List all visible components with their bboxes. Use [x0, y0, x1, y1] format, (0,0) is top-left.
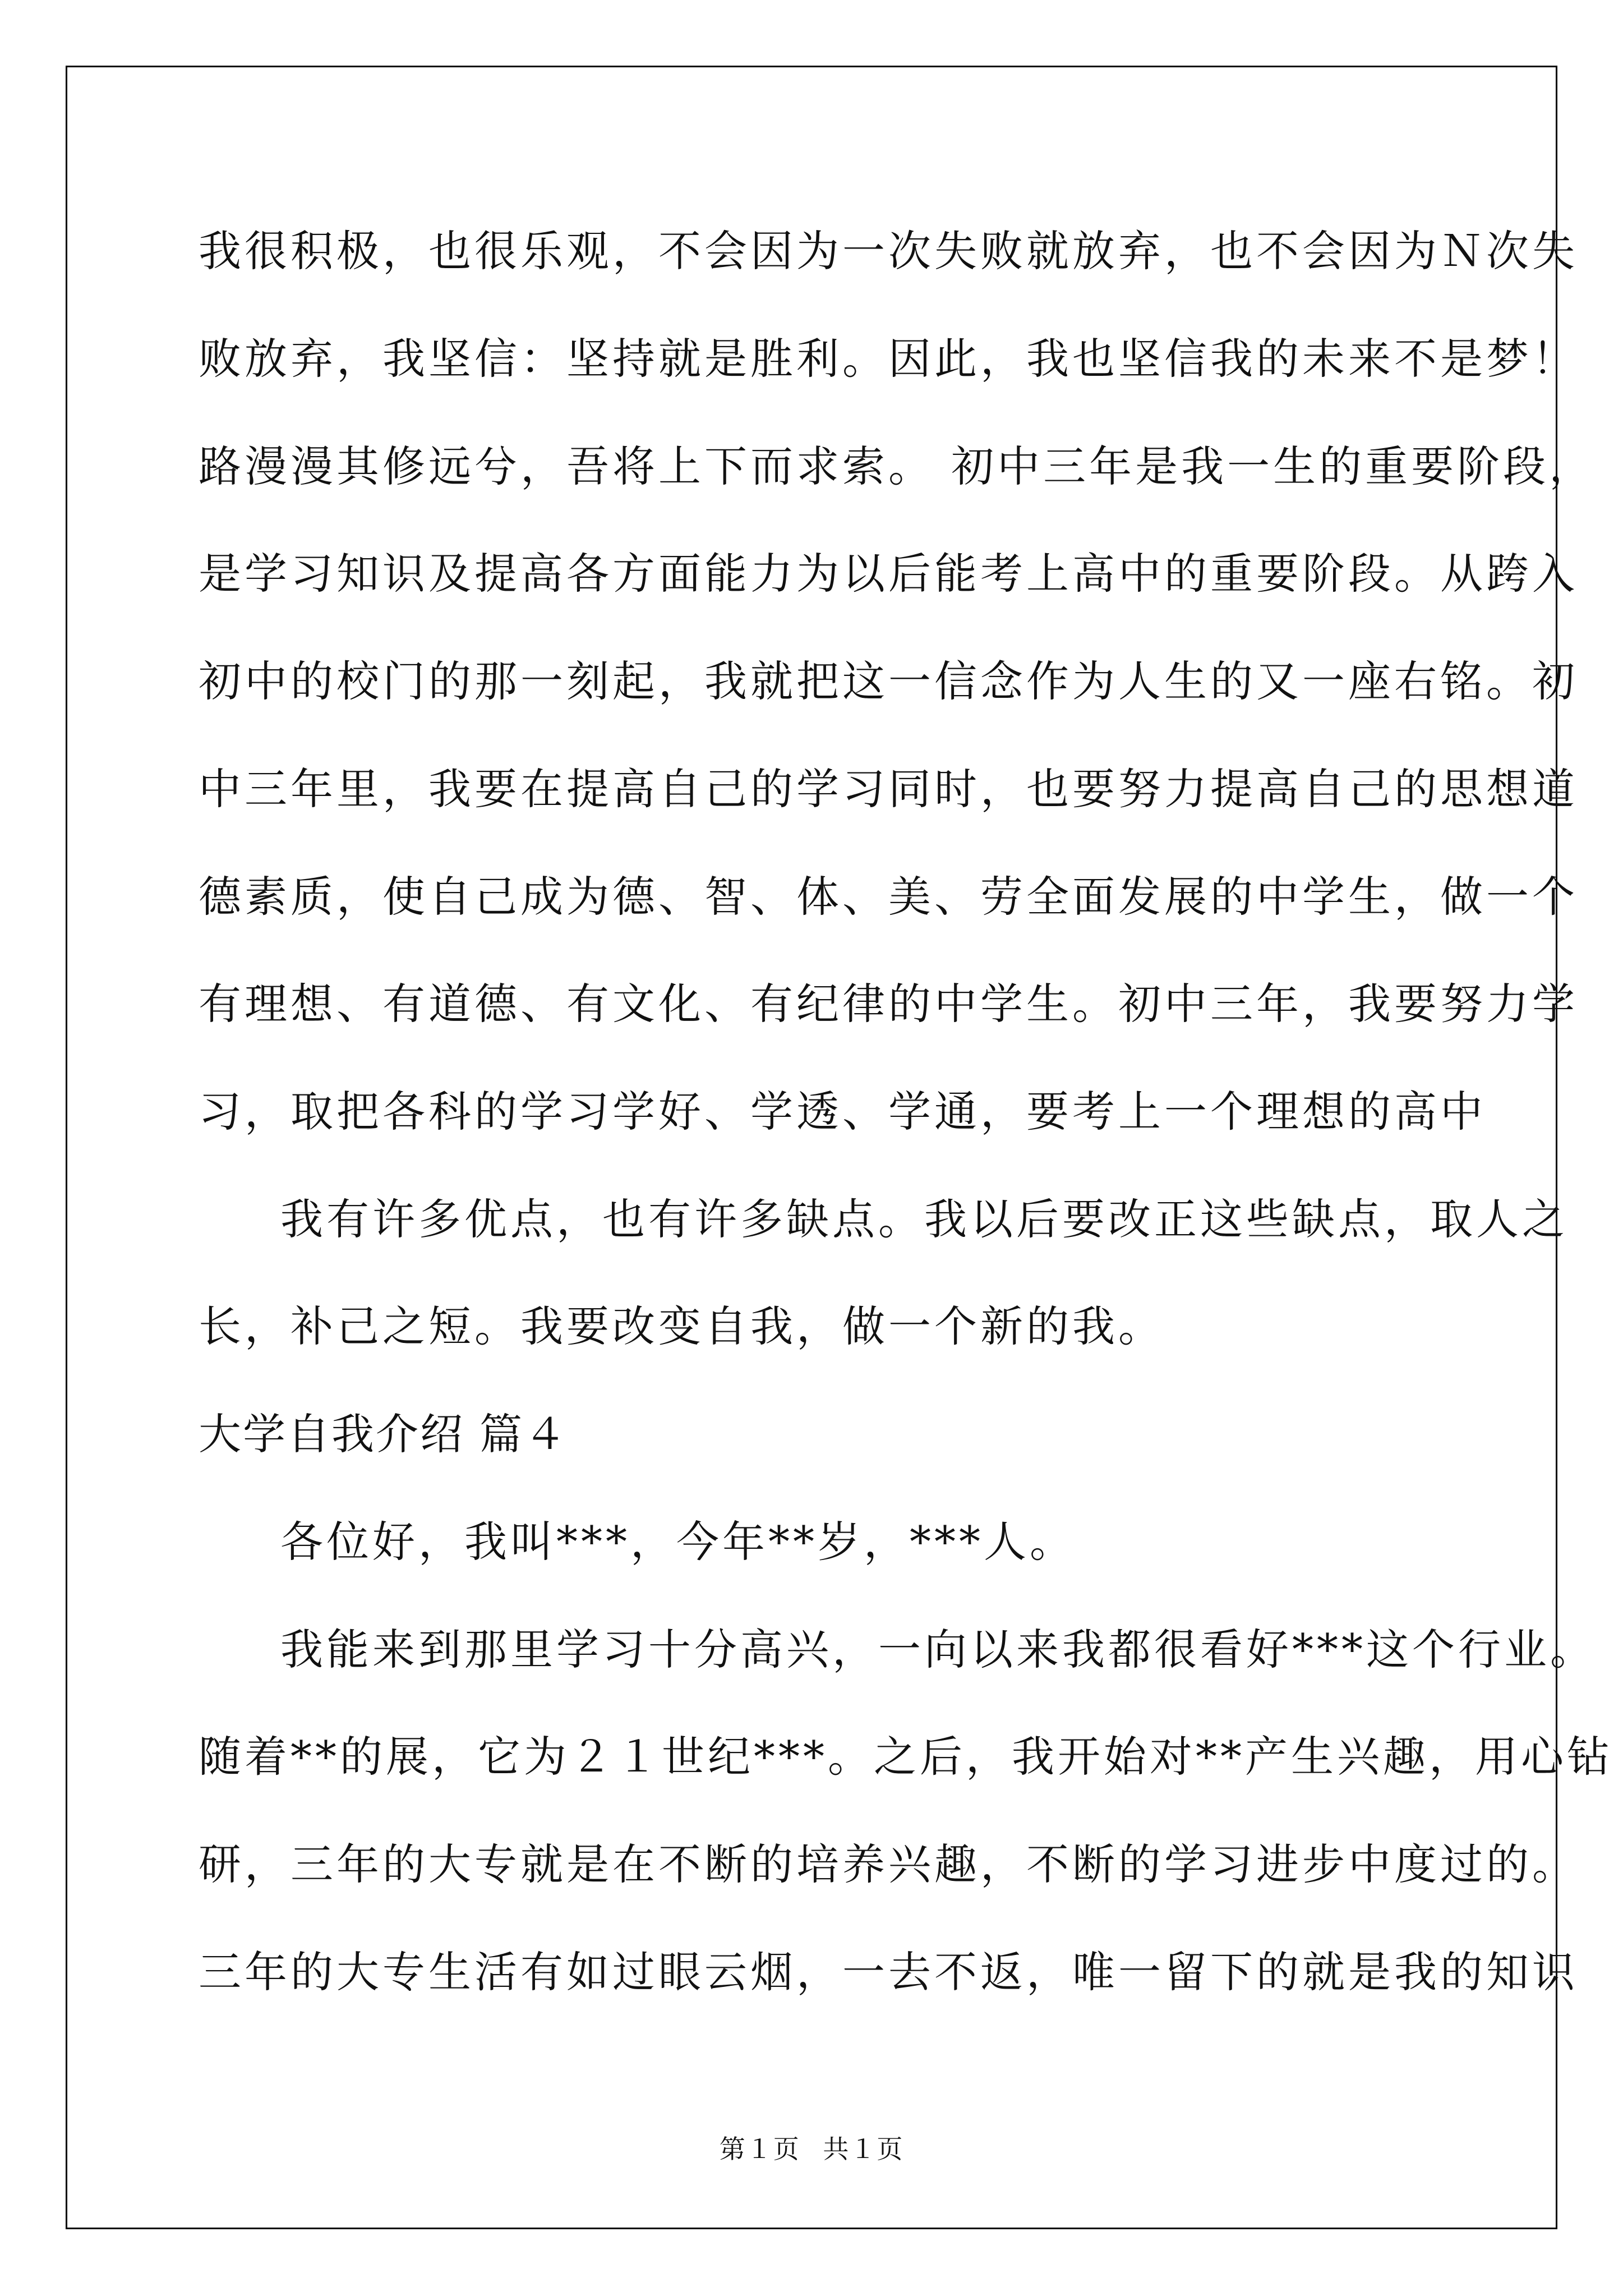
page-frame — [66, 66, 1557, 2229]
page-number-total: 共１页 — [823, 2134, 904, 2164]
body-line-10: 我有许多优点，也有许多缺点。我以后要改正这些缺点，取人之 — [280, 1194, 1568, 1244]
body-line-1: 我很积极，也很乐观，不会因为一次失败就放弃，也不会因为Ｎ次失 — [199, 226, 1578, 276]
body-line-2: 败放弃，我坚信：坚持就是胜利。因此，我也坚信我的未来不是梦！ — [199, 334, 1578, 384]
body-line-17: 三年的大专生活有如过眼云烟，一去不返，唯一留下的就是我的知识 — [199, 1947, 1578, 1997]
body-line-9: 习，取把各科的学习学好、学透、学通，要考上一个理想的高中 — [199, 1087, 1486, 1137]
body-line-7: 德素质，使自己成为德、智、体、美、劳全面发展的中学生，做一个 — [199, 872, 1578, 922]
body-line-16: 研，三年的大专就是在不断的培养兴趣，不断的学习进步中度过的。 — [199, 1839, 1578, 1889]
body-line-8: 有理想、有道德、有文化、有纪律的中学生。初中三年，我要努力学 — [199, 979, 1578, 1029]
body-line-4: 是学习知识及提高各方面能力为以后能考上高中的重要阶段。从跨入 — [199, 549, 1578, 599]
page-footer — [0, 2135, 1623, 2163]
body-line-6: 中三年里，我要在提高自己的学习同时，也要努力提高自己的思想道 — [199, 764, 1578, 814]
body-line-14: 我能来到那里学习十分高兴，一向以来我都很看好***这个行业。 — [280, 1625, 1596, 1674]
section-heading: 大学自我介绍 篇４ — [199, 1409, 569, 1459]
body-line-11: 长，补己之短。我要改变自我，做一个新的我。 — [199, 1301, 1164, 1351]
body-line-5: 初中的校门的那一刻起，我就把这一信念作为人生的又一座右铭。初 — [199, 656, 1578, 706]
body-line-15: 随着**的展，它为２１世纪***。之后，我开始对**产生兴趣，用心钻 — [199, 1732, 1613, 1782]
page-number-current: 第１页 — [719, 2134, 800, 2164]
body-line-3: 路漫漫其修远兮，吾将上下而求索。 初中三年是我一生的重要阶段， — [199, 441, 1596, 491]
body-line-13: 各位好，我叫***，今年**岁，***人。 — [280, 1517, 1076, 1567]
